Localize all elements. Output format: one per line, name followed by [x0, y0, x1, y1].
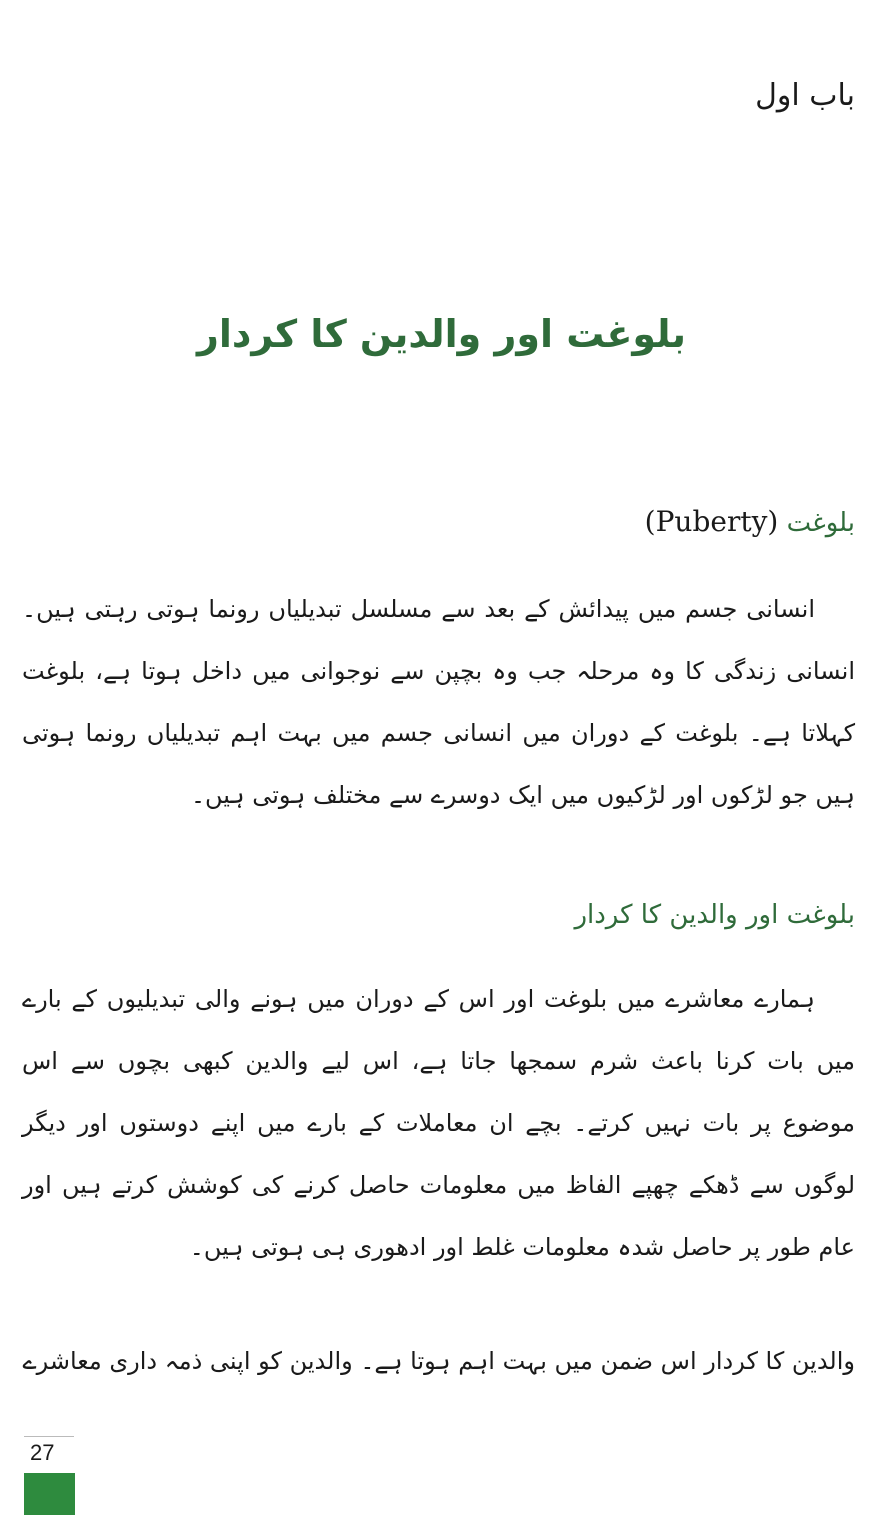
green-corner-tab — [24, 1473, 75, 1515]
chapter-label: باب اول — [755, 78, 855, 113]
chapter-title: بلوغت اور والدین کا کردار — [196, 312, 687, 356]
section-heading-english: (Puberty) — [644, 505, 779, 538]
paragraph-continued: والدین کا کردار اس ضمن میں بہت اہم ہوتا ہے۔ والدین کو اپنی ذمہ داری معاشرے — [22, 1347, 855, 1375]
paragraph-puberty: انسانی جسم میں پیدائش کے بعد سے مسلسل تبدیلیاں رونما ہوتی رہتی ہیں۔ انسانی زندگی کا وہ مرحلہ جب وہ بچپن سے نوجوانی میں داخل ہوتا ہے، بلوغت کہلاتا ہے۔ بلوغت کے دوران میں انسانی جسم میں بہت اہم تبدیلیاں رونما ہوتی ہیں جو لڑکوں اور لڑکیوں میں ایک دوسرے سے مختلف ہوتی ہیں۔ — [22, 595, 855, 809]
section-heading-parents-role: بلوغت اور والدین کا کردار — [574, 900, 855, 930]
page-number: 27 — [30, 1440, 55, 1465]
section-heading-urdu: بلوغت — [786, 508, 855, 538]
footer-divider — [24, 1436, 74, 1437]
section-heading-puberty — [645, 505, 855, 538]
paragraph-parents-role: ہمارے معاشرے میں بلوغت اور اس کے دوران میں ہونے والی تبدیلیوں کے بارے میں بات کرنا باعث شرم سمجھا جاتا ہے، اس لیے والدین کبھی بچوں سے اس موضوع پر بات نہیں کرتے۔ بچے ان معاملات کے بارے میں اپنے دوستوں اور دیگر لوگوں سے ڈھکے چھپے الفاظ میں معلومات حاصل کرنے کی کوشش کرتے ہیں اور عام طور پر حاصل شدہ معلومات غلط اور ادھوری ہی ہوتی ہیں۔ — [22, 985, 855, 1261]
